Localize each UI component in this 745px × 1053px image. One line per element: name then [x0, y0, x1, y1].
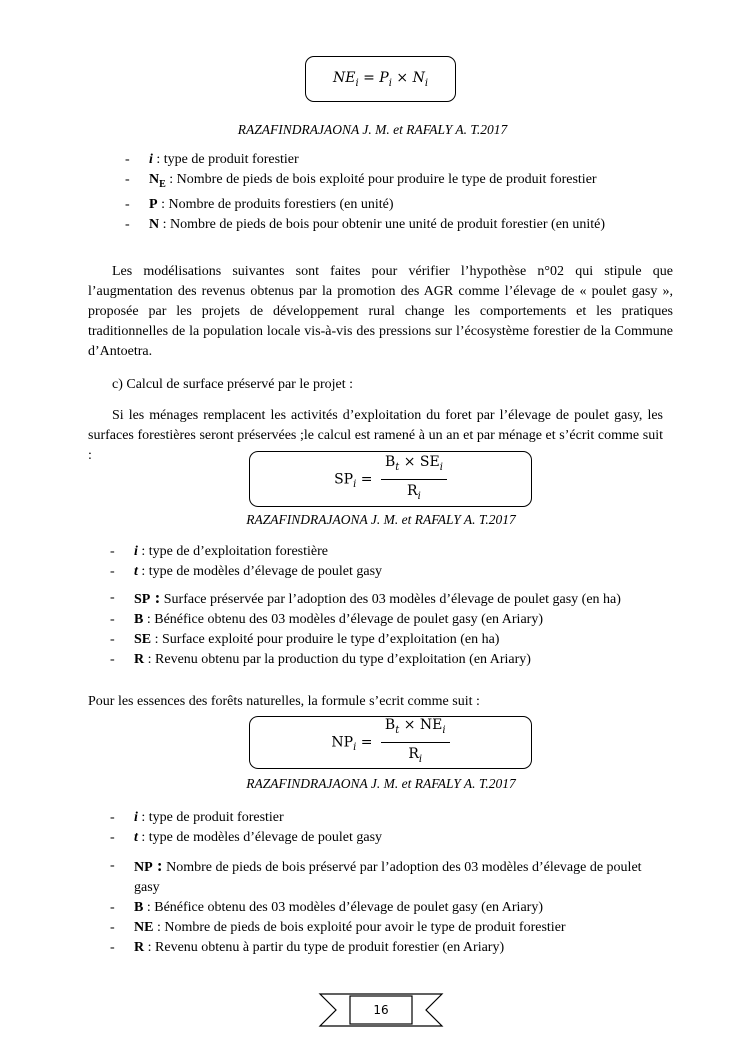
- formula-box-np: [249, 716, 532, 769]
- list-item: - B : Bénéfice obtenu des 03 modèles d’élevage de poulet gasy (en Ariary): [110, 900, 543, 915]
- formula-ne: $NE_i = P_i \times N_i$: [332, 69, 429, 89]
- list-item: - NP : Nombre de pieds de bois préservé par l’adoption des 03 modèles d’élevage de poulet gasy: [110, 856, 642, 895]
- paragraph-hypothesis: Les modélisations suivantes sont faites pour vérifier l’hypothèse n°02 qui stipule que l’augmentation des revenus obtenus par la promotion des AGR comme l’élevage de « poulet gasy », proposée par les projets de développement rural change les comportements et les pratiques traditionnelles de la population locale vis-à-vis des pressions sur l’écosystème forestier de la Commune d’Antoetra.: [88, 264, 673, 359]
- citation: RAZAFINDRAJAONA J. M. et RAFALY A. T.2017: [246, 776, 516, 791]
- definition-list-2: [110, 542, 621, 670]
- list-item: - SE : Surface exploité pour produire le type d’exploitation (en ha): [110, 632, 500, 647]
- citation: RAZAFINDRAJAONA J. M. et RAFALY A. T.2017: [246, 512, 516, 527]
- citation: RAZAFINDRAJAONA J. M. et RAFALY A. T.2017: [237, 122, 508, 137]
- paragraph-natural-forests: Pour les essences des forêts naturelles, la formule s’ecrit comme suit :: [88, 694, 480, 709]
- list-item: - R : Revenu obtenu à partir du type de produit forestier (en Ariary): [110, 940, 505, 955]
- list-item: - N : Nombre de pieds de bois pour obtenir une unité de produit forestier (en unité): [125, 216, 606, 232]
- section-heading-c: c) Calcul de surface préservé par le projet :: [112, 377, 353, 392]
- definition-list-3: [110, 808, 650, 958]
- list-item: - t : type de modèles d’élevage de poulet gasy: [110, 830, 383, 845]
- list-item: - NE : Nombre de pieds de bois exploité pour avoir le type de produit forestier: [110, 920, 566, 935]
- page-number: 16: [373, 1003, 389, 1017]
- list-item: - SP : Surface préservée par l’adoption des 03 modèles d’élevage de poulet gasy (en ha): [110, 588, 621, 607]
- list-item: - i : type de d’exploitation forestière: [110, 544, 328, 559]
- paragraph-surface: Si les ménages remplacent les activités d’exploitation du foret par l’élevage de poulet gasy, les surfaces forestières seront préservées ;le calcul est ramené à un an et par ménage et s’écrit comme suit :: [88, 408, 663, 463]
- list-item: - i : type de produit forestier: [125, 152, 299, 167]
- list-item: - P : Nombre de produits forestiers (en unité): [125, 196, 394, 212]
- list-item: - t : type de modèles d’élevage de poulet gasy: [110, 564, 383, 579]
- formula-np: $NP_i$ = $\frac{B_t \times NE_i}{R_i}$: [331, 716, 449, 769]
- formula-box-ne: [305, 56, 456, 102]
- list-item: - $N_E$ : Nombre de pieds de bois exploité pour produire le type de produit forestier: [125, 172, 597, 190]
- list-item: - R : Revenu obtenu par la production du type d’exploitation (en Ariary): [110, 652, 531, 667]
- formula-box-sp: [249, 451, 532, 507]
- list-item: - i : type de produit forestier: [110, 810, 284, 825]
- list-item: - B : Bénéfice obtenu des 03 modèles d’élevage de poulet gasy (en Ariary): [110, 612, 543, 627]
- definition-list-1: [125, 150, 605, 235]
- formula-sp: $SP_i$ = $\frac{B_t \times SE_i}{R_i}$: [334, 453, 447, 506]
